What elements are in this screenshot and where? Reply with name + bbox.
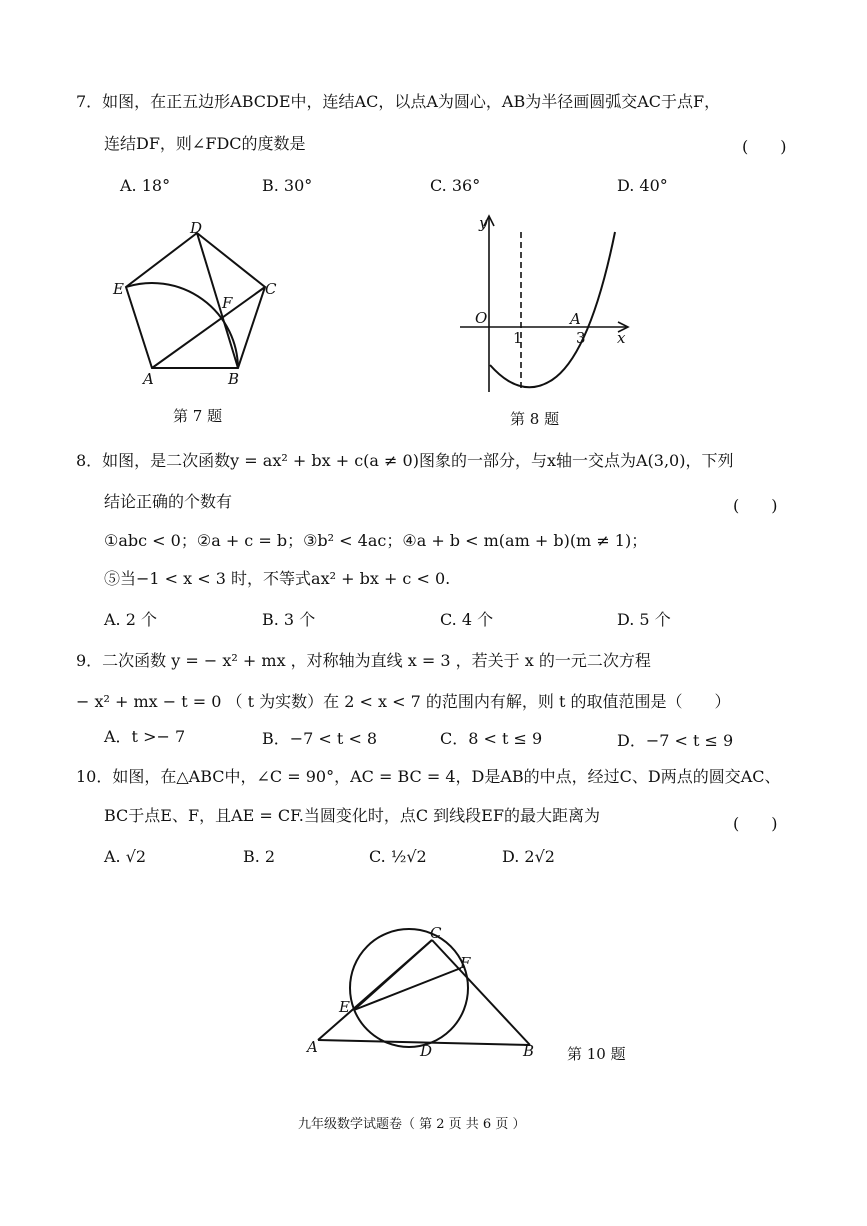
q7-line2: 连结DF，则∠FDC的度数是 [104, 134, 306, 153]
q8-label-3: 3 [576, 329, 586, 347]
q9-line2: − x² + mx − t = 0 （ t 为实数）在 2 < x < 7 的范围内有解，则 t 的取值范围是（ ） [76, 692, 731, 711]
page-footer: 九年级数学试题卷（ 第 2 页 共 6 页 ） [298, 1117, 526, 1132]
q10-label-b: B [523, 1042, 535, 1060]
q10-label-e: E [339, 998, 350, 1016]
q9-option-b: B．−7 < t < 8 [262, 729, 378, 748]
q9-option-c: C．8 < t ≤ 9 [440, 729, 543, 748]
q8-label-y: y [479, 214, 488, 232]
q10-line1: 10．如图，在△ABC中，∠C = 90°，AC = BC = 4，D是AB的中点，经过C、D两点的圆交AC、 [76, 767, 781, 786]
q10-label-d: D [420, 1042, 433, 1060]
q8-option-d: D. 5 个 [617, 610, 671, 629]
q10-option-c: C. ½√2 [369, 847, 427, 866]
q10-option-d: D. 2√2 [502, 847, 555, 866]
q7-label-f: F [222, 294, 233, 312]
q10-line2: BC于点E、F，且AE = CF.当圆变化时，点C 到线段EF的最大距离为 [104, 806, 600, 825]
q8-line2: 结论正确的个数有 [104, 492, 233, 511]
q10-option-a: A. √2 [104, 847, 147, 866]
q9-option-d: D．−7 < t ≤ 9 [617, 731, 734, 750]
q7-line1: 7．如图，在正五边形ABCDE中，连结AC，以点A为圆心，AB为半径画圆弧交AC于点F， [76, 92, 721, 111]
q8-option-c: C. 4 个 [440, 610, 494, 629]
q10-caption: 第 10 题 [567, 1045, 626, 1063]
q8-line3: ①abc < 0；②a + c = b；③b² < 4ac；④a + b < m(am + b)(m ≠ 1)； [104, 531, 648, 550]
q9-line1: 9．二次函数 y = − x² + mx ，对称轴为直线 x = 3 ，若关于 x 的一元二次方程 [76, 651, 651, 670]
q8-option-b: B. 3 个 [262, 610, 316, 629]
q7-caption: 第 7 题 [173, 407, 223, 425]
q8-label-x: x [617, 329, 626, 347]
q7-answer-paren: ( ) [742, 137, 787, 156]
q7-option-d: D. 40° [617, 176, 668, 195]
q7-label-b: B [228, 370, 240, 388]
q8-caption: 第 8 题 [510, 410, 560, 428]
q8-answer-paren: ( ) [733, 496, 778, 515]
q8-option-a: A. 2 个 [104, 610, 157, 629]
q8-line4: ⑤当−1 < x < 3 时，不等式ax² + bx + c < 0. [104, 569, 451, 588]
q7-label-a: A [143, 370, 154, 388]
q10-option-b: B. 2 [243, 847, 276, 866]
q10-label-c: C [430, 924, 442, 942]
q9-option-a: A．t >− 7 [104, 727, 186, 746]
q10-label-a: A [307, 1038, 318, 1056]
q8-label-1: 1 [513, 329, 523, 347]
q8-label-a: A [570, 310, 581, 328]
q7-label-e: E [113, 280, 124, 298]
q8-label-origin: O [475, 309, 488, 327]
q7-label-c: C [265, 280, 277, 298]
q10-answer-paren: ( ) [733, 814, 778, 833]
q7-label-d: D [190, 219, 203, 237]
q10-label-f: F [460, 954, 471, 972]
q7-option-a: A. 18° [120, 176, 171, 195]
q8-line1: 8．如图，是二次函数y = ax² + bx + c(a ≠ 0)图象的一部分，与x轴一交点为A(3,0)，下列 [76, 451, 734, 470]
q7-option-b: B. 30° [262, 176, 313, 195]
q7-option-c: C. 36° [430, 176, 481, 195]
